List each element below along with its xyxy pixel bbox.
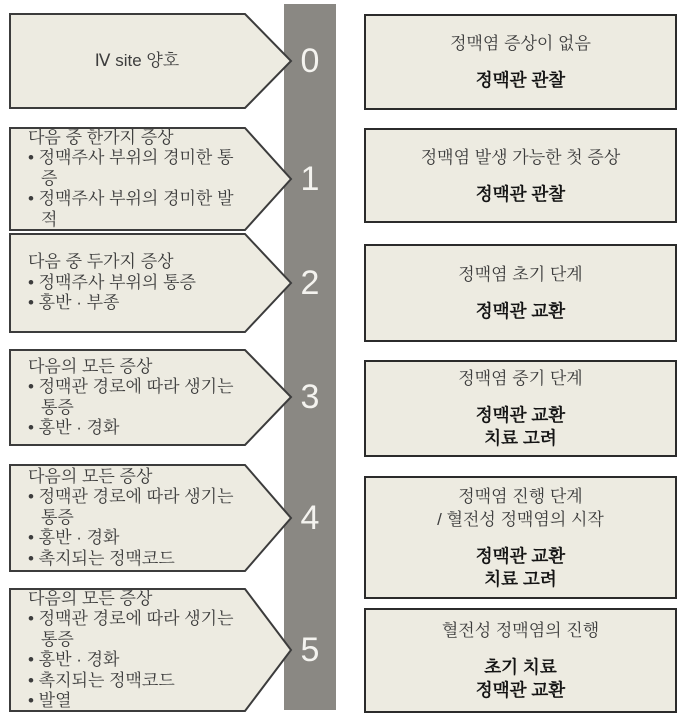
symptom-box-level-0	[9, 13, 293, 109]
symptom-line: 통증	[41, 397, 74, 417]
stage-description: 정맥염 증상이 없음	[450, 34, 591, 53]
symptom-box-level-2	[9, 233, 293, 333]
scale-number-3: 3	[300, 378, 320, 416]
symptom-line: • 정맥주사 부위의 통증	[28, 272, 196, 292]
symptom-box-level-5	[9, 588, 293, 712]
symptom-line: • 정맥주사 부위의 경미한 발적	[28, 189, 234, 229]
symptom-line: • 발열	[28, 691, 72, 710]
symptom-line: • 홍반 · 경화	[28, 650, 120, 669]
management-action: 초기 치료	[484, 657, 557, 677]
symptom-line: • 촉지되는 정맥코드	[28, 670, 175, 690]
management-action: 치료 고려	[484, 568, 557, 589]
management-box-level-0	[364, 14, 677, 110]
scale-number-5: 5	[300, 631, 320, 669]
management-box-level-3	[364, 360, 677, 457]
stage-description: 정맥염 중기 단계	[458, 369, 583, 388]
stage-description: 정맥염 진행 단계	[458, 486, 583, 506]
management-box-level-2	[364, 244, 677, 342]
symptom-line: • 홍반 · 부종	[28, 293, 120, 313]
symptom-line: 다음의 모든 증상	[28, 466, 153, 486]
management-action: 정맥관 교환	[475, 680, 566, 700]
symptom-line: Ⅳ site 양호	[94, 50, 180, 70]
symptom-box-level-3	[9, 349, 293, 446]
management-action: 정맥관 관찰	[475, 70, 566, 90]
symptom-line: 다음의 모든 증상	[28, 588, 153, 608]
symptom-line: • 홍반 · 경화	[28, 418, 120, 437]
symptom-line: 다음 중 한가지 증상	[28, 127, 174, 147]
management-action: 치료 고려	[484, 428, 557, 448]
symptom-line: • 정맥관 경로에 따라 생기는	[28, 487, 234, 507]
symptom-line: • 촉지되는 정맥코드	[28, 548, 175, 568]
symptom-box-level-1	[9, 127, 293, 231]
stage-description: 혈전성 정맥염의 진행	[441, 621, 600, 640]
scale-number-2: 2	[300, 264, 320, 302]
management-box-level-4	[364, 476, 677, 599]
management-box-level-1	[364, 128, 677, 223]
management-action: 정맥관 교환	[475, 545, 566, 566]
symptom-line: 다음의 모든 증상	[28, 356, 153, 376]
symptom-line: 다음 중 두가지 증상	[28, 252, 174, 272]
symptom-line: • 정맥관 경로에 따라 생기는	[28, 609, 234, 628]
stage-description: 정맥염 초기 단계	[458, 265, 583, 284]
management-action: 정맥관 교환	[475, 405, 566, 425]
scale-number-0: 0	[300, 42, 320, 80]
management-box-level-5	[364, 608, 677, 713]
symptom-line: • 정맥주사 부위의 경미한 통증	[28, 148, 234, 188]
scale-number-4: 4	[300, 499, 320, 537]
symptom-box-level-4	[9, 464, 293, 572]
symptom-line: 통증	[41, 629, 74, 649]
stage-description: 정맥염 발생 가능한 첫 증상	[420, 147, 621, 167]
stage-description: / 혈전성 정맥염의 시작	[437, 509, 604, 529]
symptom-line: • 정맥관 경로에 따라 생기는	[28, 377, 234, 396]
symptom-line: 통증	[41, 507, 74, 527]
management-action: 정맥관 관찰	[475, 183, 566, 204]
symptom-line: • 홍반 · 경화	[28, 528, 120, 548]
management-action: 정맥관 교환	[475, 301, 566, 321]
scale-number-1: 1	[300, 160, 320, 198]
